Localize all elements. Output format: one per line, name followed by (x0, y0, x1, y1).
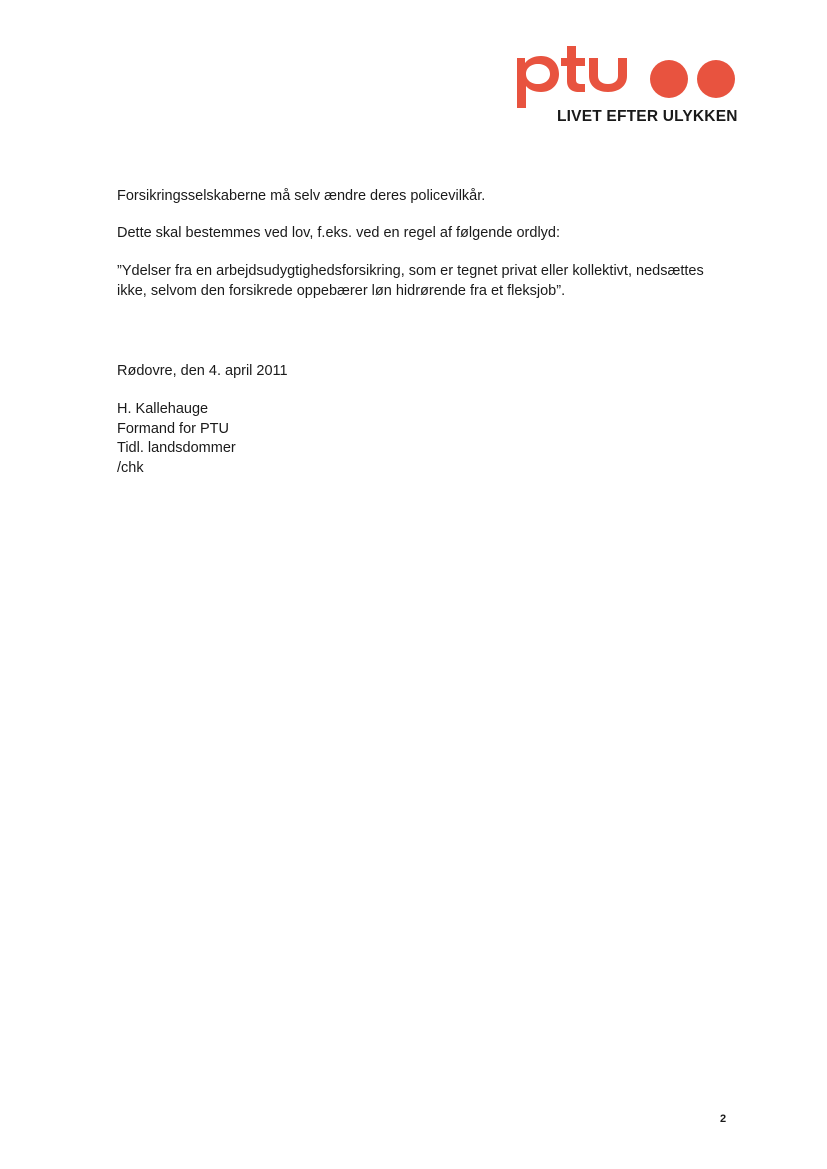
logo-letter-t (561, 46, 585, 92)
ptu-logo (515, 44, 740, 134)
page-number: 2 (720, 1113, 727, 1125)
signature-former-title: Tidl. landsdommer (117, 440, 236, 456)
signature-title: Formand for PTU (117, 420, 229, 437)
signature-block (117, 400, 236, 478)
paragraph-quoted-rule: ”Ydelser fra en arbejdsudygtighedsforsikring, som er tegnet privat eller kollektivt, nedsættes ikke, selvom den forsikrede oppebærer løn hidrørende fra et fleksjob”. (117, 263, 704, 299)
logo-tagline: LIVET EFTER ULYKKEN (557, 108, 738, 125)
signature-initials: /chk (117, 459, 144, 476)
signature-name: H. Kallehauge (117, 401, 209, 417)
ptu-logo-mark (515, 44, 740, 108)
logo-dot-right (697, 60, 735, 98)
paragraph-policy-terms: Forsikringsselskaberne må selv ændre deres policevilkår. (117, 188, 486, 204)
date-line: Rødovre, den 4. april 2011 (117, 363, 288, 379)
logo-dot-left (650, 60, 688, 98)
logo-letter-u (589, 58, 627, 92)
paragraph-law-proposal: Dette skal bestemmes ved lov, f.eks. ved en regel af følgende ordlyd: (117, 225, 561, 241)
logo-letter-p (517, 56, 559, 108)
